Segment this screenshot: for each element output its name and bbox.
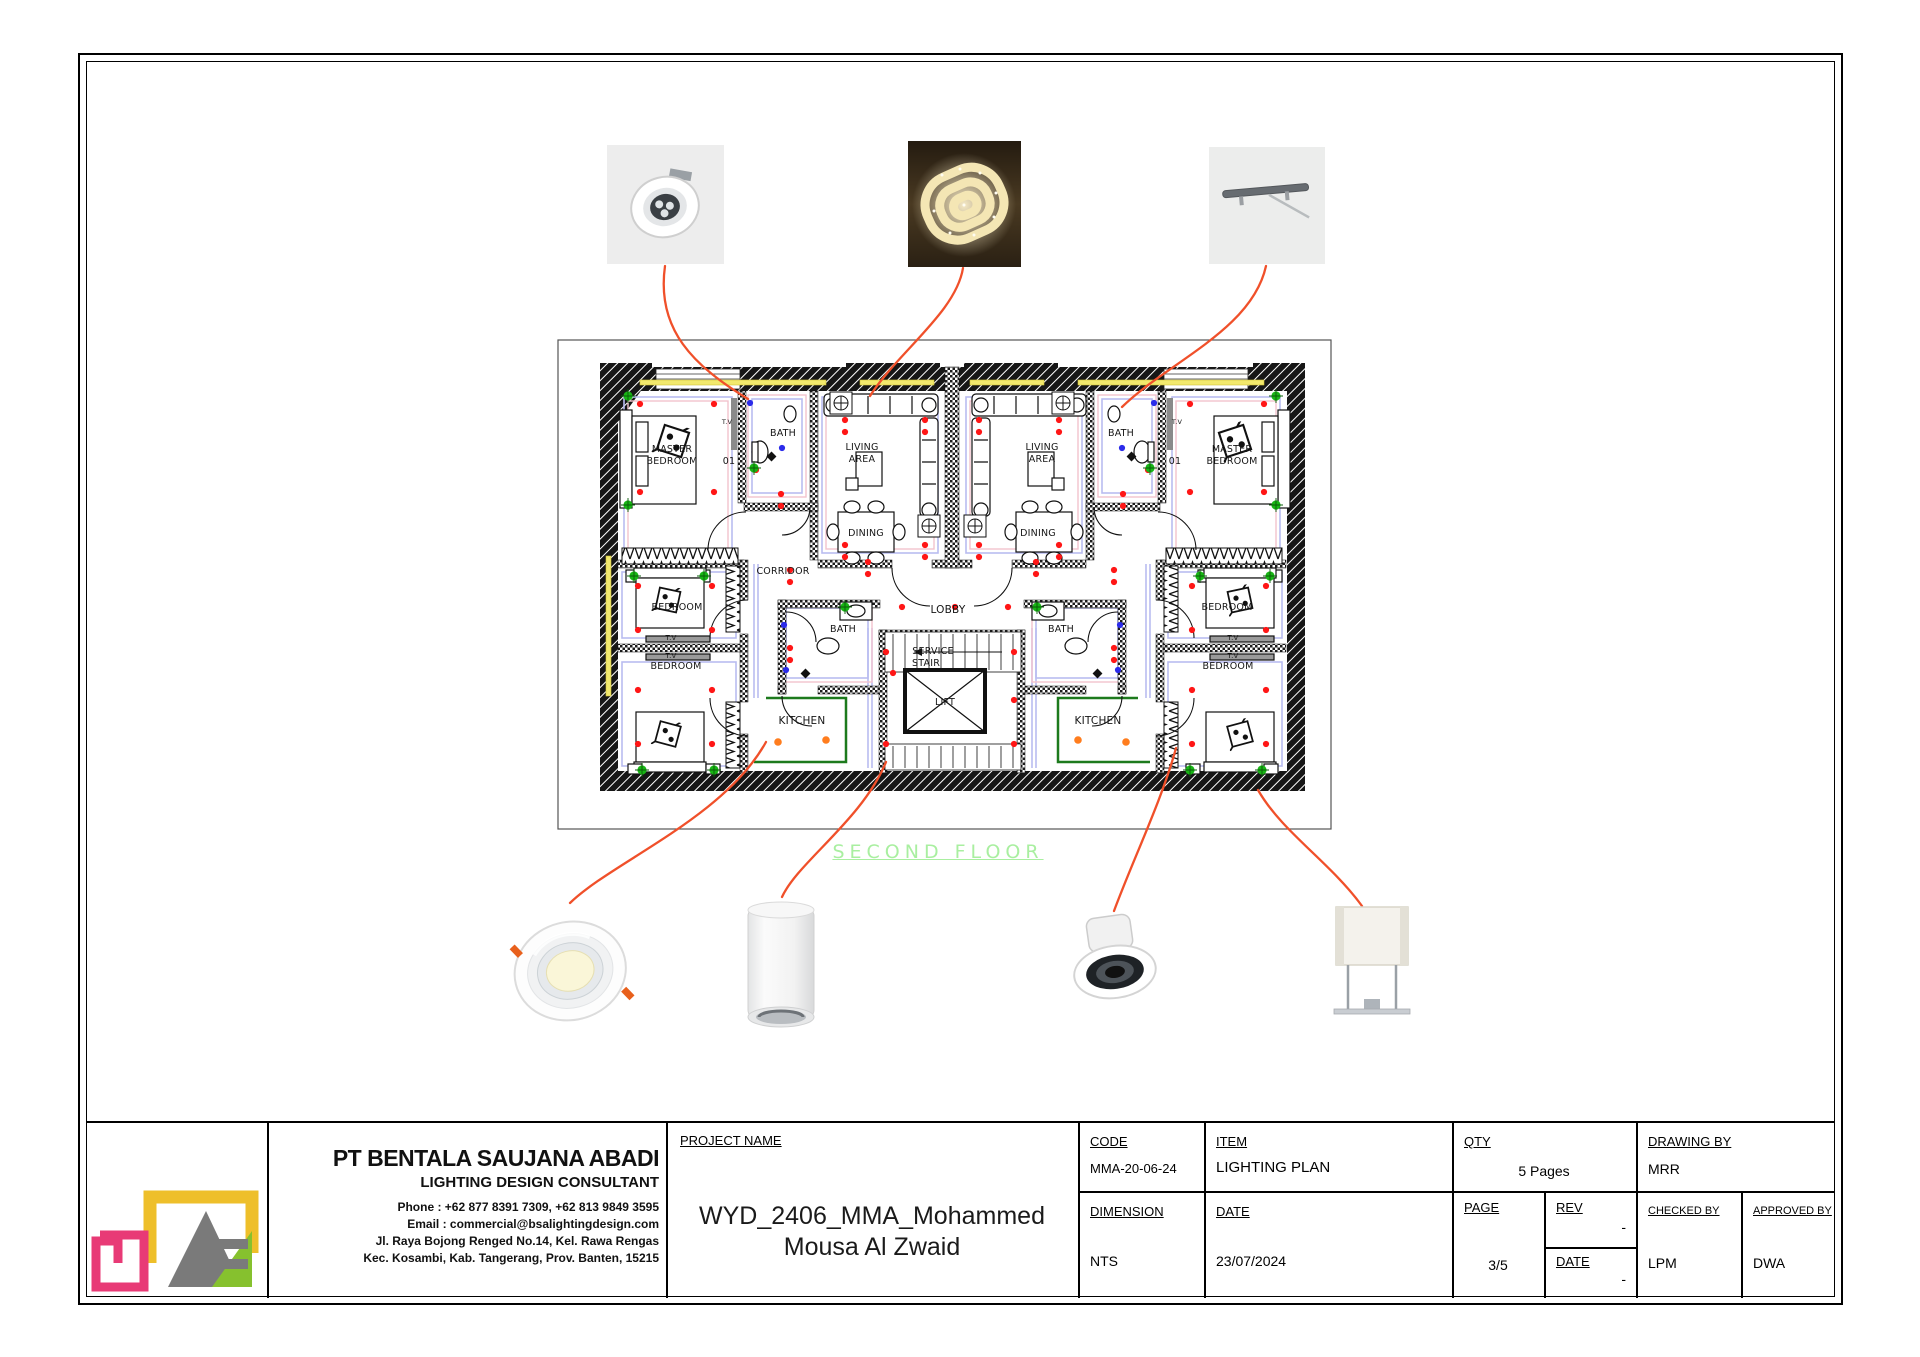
svg-text:T.V: T.V <box>665 652 677 660</box>
checked-by-cell <box>1648 1201 1720 1273</box>
svg-text:BEDROOM: BEDROOM <box>1201 602 1253 613</box>
approved-by-label: APPROVED BY <box>1753 1205 1832 1217</box>
svg-text:T.V: T.V <box>721 418 733 426</box>
svg-text:01: 01 <box>1168 456 1182 467</box>
rev-date-cell <box>1556 1253 1626 1287</box>
project-name-line1: WYD_2406_MMA_Mohammed <box>699 1202 1045 1230</box>
svg-text:LOBBY: LOBBY <box>930 604 966 616</box>
cylinder-downlight-icon <box>748 902 814 1027</box>
divider <box>1078 1191 1834 1193</box>
company-address-1: Jl. Raya Bojong Renged No.14, Kel. Rawa Rengas <box>375 1234 659 1248</box>
product-photo-linear-wall-light <box>1209 147 1325 264</box>
round-downlight-icon <box>505 910 635 1032</box>
svg-text:BEDROOM: BEDROOM <box>650 661 702 672</box>
date-value: 23/07/2024 <box>1216 1253 1287 1269</box>
item-value: LIGHTING PLAN <box>1216 1159 1331 1176</box>
divider <box>1204 1123 1206 1298</box>
svg-text:SERVICE: SERVICE <box>912 646 954 657</box>
svg-text:BATH: BATH <box>1107 428 1135 439</box>
svg-text:CORRIDOR: CORRIDOR <box>756 566 810 577</box>
svg-text:DINING: DINING <box>1020 528 1056 539</box>
recessed-spotlight-icon <box>1067 911 1160 1004</box>
product-photo-round-downlight <box>505 905 635 1040</box>
qty-value: 5 Pages <box>1518 1163 1570 1179</box>
svg-text:MASTER: MASTER <box>1211 444 1253 455</box>
svg-text:T.V: T.V <box>1227 652 1239 660</box>
company-tagline: LIGHTING DESIGN CONSULTANT <box>420 1174 659 1191</box>
product-photo-led-strip <box>908 141 1021 267</box>
svg-text:LIVING: LIVING <box>845 442 879 453</box>
svg-text:BEDROOM: BEDROOM <box>1202 661 1254 672</box>
qty-label: QTY <box>1464 1134 1491 1149</box>
date-cell <box>1216 1203 1286 1271</box>
page-value: 3/5 <box>1488 1257 1508 1273</box>
svg-text:BATH: BATH <box>1047 624 1075 635</box>
company-address-2: Kec. Kosambi, Kab. Tangerang, Prov. Banten, 15215 <box>363 1251 659 1265</box>
svg-text:BEDROOM: BEDROOM <box>1206 456 1258 467</box>
company-info <box>267 1123 659 1298</box>
product-photo-cylinder-downlight <box>726 898 838 1038</box>
floor-title: SECOND FLOOR <box>832 841 1044 863</box>
code-cell <box>1090 1133 1177 1178</box>
company-logo <box>86 1123 267 1298</box>
svg-text:KITCHEN: KITCHEN <box>1074 715 1122 727</box>
checked-by-value: LPM <box>1648 1255 1677 1271</box>
divider <box>1741 1191 1743 1298</box>
project-name-label: PROJECT NAME <box>680 1133 782 1148</box>
drawing-by-value: MRR <box>1648 1161 1680 1177</box>
item-label: ITEM <box>1216 1134 1248 1149</box>
product-photo-recessed-mini-downlight <box>607 145 724 264</box>
divider <box>1452 1123 1454 1298</box>
divider <box>1544 1247 1636 1249</box>
date-label: DATE <box>1216 1204 1250 1219</box>
divider <box>1544 1191 1546 1298</box>
svg-text:LIFT: LIFT <box>935 697 955 708</box>
approved-by-cell <box>1753 1201 1832 1273</box>
checked-by-label: CHECKED BY <box>1648 1205 1720 1217</box>
svg-text:BEDROOM: BEDROOM <box>646 456 698 467</box>
svg-text:01: 01 <box>722 456 736 467</box>
svg-text:MASTER: MASTER <box>651 444 693 455</box>
code-value: MMA-20-06-24 <box>1090 1161 1177 1176</box>
project-name-cell <box>666 1123 1078 1298</box>
svg-text:BATH: BATH <box>829 624 857 635</box>
approved-by-value: DWA <box>1753 1255 1786 1271</box>
svg-text:T.V: T.V <box>1171 418 1183 426</box>
page-label: PAGE <box>1464 1200 1500 1215</box>
dimension-label: DIMENSION <box>1090 1204 1164 1219</box>
company-phone: Phone : +62 877 8391 7309, +62 813 9849 3595 <box>397 1200 659 1214</box>
svg-text:DINING: DINING <box>848 528 884 539</box>
rev-value: - <box>1621 1219 1626 1235</box>
title-block <box>86 1121 1834 1298</box>
company-email: Email : commercial@bsalightingdesign.com <box>407 1217 659 1231</box>
drawing-by-label: DRAWING BY <box>1648 1134 1732 1149</box>
qty-cell <box>1464 1133 1624 1179</box>
svg-text:T.V: T.V <box>1227 634 1239 642</box>
svg-text:LIVING: LIVING <box>1025 442 1059 453</box>
svg-text:BATH: BATH <box>769 428 797 439</box>
company-name: PT BENTALA SAUJANA ABADI <box>332 1145 659 1171</box>
rev-cell <box>1556 1199 1626 1235</box>
dimension-cell <box>1090 1203 1164 1271</box>
table-lamp-icon <box>1334 907 1410 1014</box>
svg-text:BEDROOM: BEDROOM <box>651 602 703 613</box>
dimension-value: NTS <box>1090 1253 1118 1269</box>
rev-date-label: DATE <box>1556 1254 1590 1269</box>
product-photo-table-lamp <box>1326 903 1418 1021</box>
drawing-by-cell <box>1648 1133 1731 1179</box>
svg-text:AREA: AREA <box>848 454 876 465</box>
svg-text:T.V: T.V <box>665 634 677 642</box>
rev-label: REV <box>1556 1200 1583 1215</box>
item-cell <box>1216 1133 1330 1177</box>
page-cell <box>1464 1199 1532 1273</box>
svg-text:KITCHEN: KITCHEN <box>778 715 826 727</box>
svg-text:STAIR: STAIR <box>912 658 940 669</box>
divider <box>1636 1123 1638 1298</box>
svg-text:AREA: AREA <box>1028 454 1056 465</box>
product-photo-recessed-spotlight <box>1062 910 1167 1010</box>
rev-date-value: - <box>1621 1271 1626 1287</box>
divider <box>1078 1123 1080 1298</box>
project-name-line2: Mousa Al Zwaid <box>783 1233 961 1261</box>
code-label: CODE <box>1090 1134 1128 1149</box>
